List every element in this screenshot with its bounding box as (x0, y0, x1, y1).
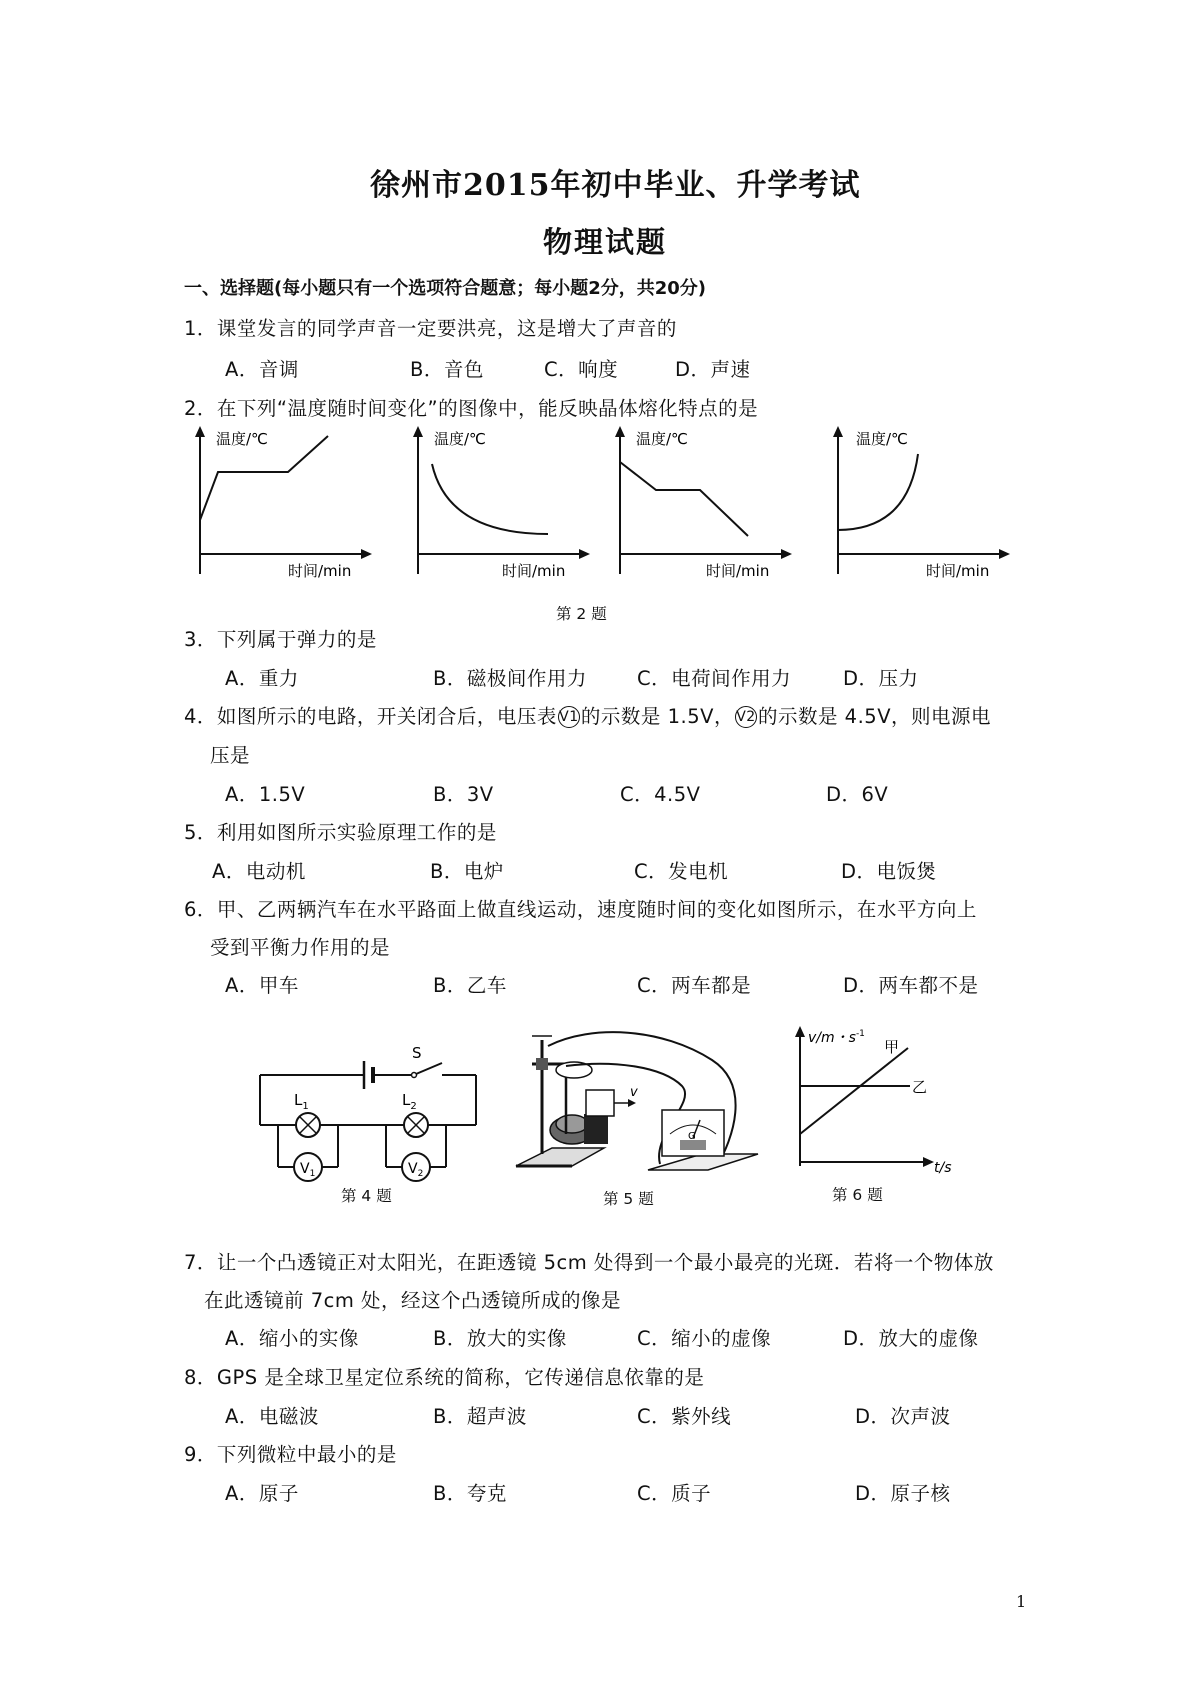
question-1-option-d: D．声速 (675, 358, 751, 381)
page-number: 1 (1016, 1592, 1027, 1611)
fig6-ylabel-text: v/m・s (808, 1030, 856, 1046)
q2-graph-d-xlabel: 时间/min (926, 562, 990, 580)
question-4-stem-line2: 压是 (210, 744, 251, 767)
switch-lever (416, 1063, 442, 1074)
question-9-option-c: C．质子 (637, 1482, 712, 1505)
q2-graph-c-xlabel: 时间/min (706, 562, 770, 580)
question-4-option-c: C．4.5V (620, 783, 701, 806)
lamp-l2-letter: L (402, 1091, 411, 1109)
fig4-circuit-diagram (256, 1043, 496, 1188)
fig6-ylabel (808, 1029, 865, 1046)
question-7-option-c: C．缩小的虚像 (637, 1327, 772, 1350)
question-5-option-b: B．电炉 (430, 860, 504, 883)
lamp-l2-subscript: 2 (410, 1101, 417, 1112)
question-4-stem-part-a: 4．如图所示的电路，开关闭合后，电压表 (184, 705, 557, 728)
question-7-option-b: B．放大的实像 (433, 1327, 567, 1350)
q2-caption: 第 2 题 (556, 605, 607, 623)
question-8-option-c: C．紫外线 (637, 1405, 732, 1428)
switch-label: S (412, 1044, 422, 1062)
question-5-stem: 5．利用如图所示实验原理工作的是 (184, 821, 497, 844)
voltmeter-v1-subscript: 1 (309, 1169, 316, 1179)
question-4-option-b: B．3V (433, 783, 494, 806)
question-6-stem-line2: 受到平衡力作用的是 (210, 936, 391, 959)
question-1-option-b: B．音色 (410, 358, 484, 381)
q2-graph-a-xlabel: 时间/min (288, 562, 352, 580)
question-5-option-c: C．发电机 (634, 860, 729, 883)
question-8-option-a: A．电磁波 (225, 1405, 319, 1428)
page-subtitle: 物理试题 (543, 225, 668, 259)
q2-graph-c-ylabel: 温度/℃ (636, 430, 688, 448)
q2-graph-b-xlabel: 时间/min (502, 562, 566, 580)
question-6-option-b: B．乙车 (433, 974, 507, 997)
question-9-option-a: A．原子 (225, 1482, 299, 1505)
question-3-option-d: D．压力 (843, 667, 919, 690)
fig6-caption: 第 6 题 (832, 1186, 883, 1204)
lamp-l1-letter: L (294, 1091, 303, 1109)
q2-graph-d-ylabel: 温度/℃ (856, 430, 908, 448)
q2-graph-b (398, 424, 598, 584)
question-4-option-d: D．6V (826, 783, 889, 806)
voltmeter-v2-subscript: 2 (417, 1169, 424, 1179)
question-9-option-b: B．夸克 (433, 1482, 507, 1505)
question-9-stem: 9．下列微粒中最小的是 (184, 1443, 397, 1466)
question-2-stem: 2．在下列“温度随时间变化”的图像中，能反映晶体熔化特点的是 (184, 397, 759, 420)
question-6-option-d: D．两车都不是 (843, 974, 979, 997)
question-8-option-b: B．超声波 (433, 1405, 527, 1428)
question-8-option-d: D．次声波 (855, 1405, 951, 1428)
q2-graph-a (180, 424, 380, 584)
question-3-option-c: C．电荷间作用力 (637, 667, 792, 690)
question-4-stem-part-b: 的示数是 1.5V， (580, 705, 734, 728)
question-1-option-a: A．音调 (225, 358, 299, 381)
page-title: 徐州市2015年初中毕业、升学考试 (370, 168, 861, 203)
fig6-ylabel-sup: -1 (855, 1029, 865, 1039)
question-7-stem-line2: 在此透镜前 7cm 处，经这个凸透镜所成的像是 (204, 1289, 622, 1312)
section-heading: 一、选择题(每小题只有一个选项符合题意；每小题2分，共20分) (184, 278, 707, 299)
velocity-label: v (630, 1085, 638, 1100)
fig6-line-jia-label: 甲 (884, 1038, 900, 1056)
question-9-option-d: D．原子核 (855, 1482, 951, 1505)
q2-graph-c (600, 424, 800, 584)
voltmeter-v1-symbol: V1 (558, 706, 580, 728)
voltmeter-v2-letter: V (408, 1161, 418, 1177)
lamp-l2-label (402, 1091, 417, 1112)
q2-graph-b-ylabel: 温度/℃ (434, 430, 486, 448)
question-6-option-a: A．甲车 (225, 974, 299, 997)
question-6-stem-line1: 6．甲、乙两辆汽车在水平路面上做直线运动，速度随时间的变化如图所示，在水平方向上 (184, 898, 977, 921)
fig6-velocity-time-graph (786, 1022, 986, 1176)
lamp-l1-subscript: 1 (302, 1101, 309, 1112)
q2-graph-d (818, 424, 1018, 584)
question-5-option-d: D．电饭煲 (841, 860, 937, 883)
question-4-stem-part-c: 的示数是 4.5V，则电源电 (757, 705, 992, 728)
voltmeter-v1-letter: V (300, 1161, 310, 1177)
line-jia (800, 1048, 908, 1134)
voltmeter-v2-symbol: V2 (735, 706, 757, 728)
fig6-xlabel: t/s (934, 1160, 952, 1176)
question-7-option-d: D．放大的虚像 (843, 1327, 979, 1350)
question-5-option-a: A．电动机 (212, 860, 306, 883)
question-4-option-a: A．1.5V (225, 783, 306, 806)
fig6-line-yi-label: 乙 (912, 1078, 928, 1096)
question-3-option-a: A．重力 (225, 667, 299, 690)
fig4-caption: 第 4 题 (341, 1187, 392, 1205)
galvanometer-label: G (688, 1131, 696, 1142)
question-1-stem: 1．课堂发言的同学声音一定要洪亮，这是增大了声音的 (184, 317, 677, 340)
question-3-stem: 3．下列属于弹力的是 (184, 628, 377, 651)
question-7-option-a: A．缩小的实像 (225, 1327, 359, 1350)
question-8-stem: 8．GPS 是全球卫星定位系统的简称，它传递信息依靠的是 (184, 1366, 705, 1389)
question-7-stem-line1: 7．让一个凸透镜正对太阳光，在距透镜 5cm 处得到一个最小最亮的光斑．若将一个物体放 (184, 1251, 994, 1274)
question-6-option-c: C．两车都是 (637, 974, 752, 997)
lamp-l1-label (294, 1091, 309, 1112)
question-1-option-c: C．响度 (544, 358, 619, 381)
question-3-option-b: B．磁极间作用力 (433, 667, 587, 690)
question-4-stem (184, 701, 991, 729)
fig5-induction-apparatus (512, 1030, 762, 1180)
q2-graph-a-ylabel: 温度/℃ (216, 430, 268, 448)
fig5-caption: 第 5 题 (603, 1190, 654, 1208)
